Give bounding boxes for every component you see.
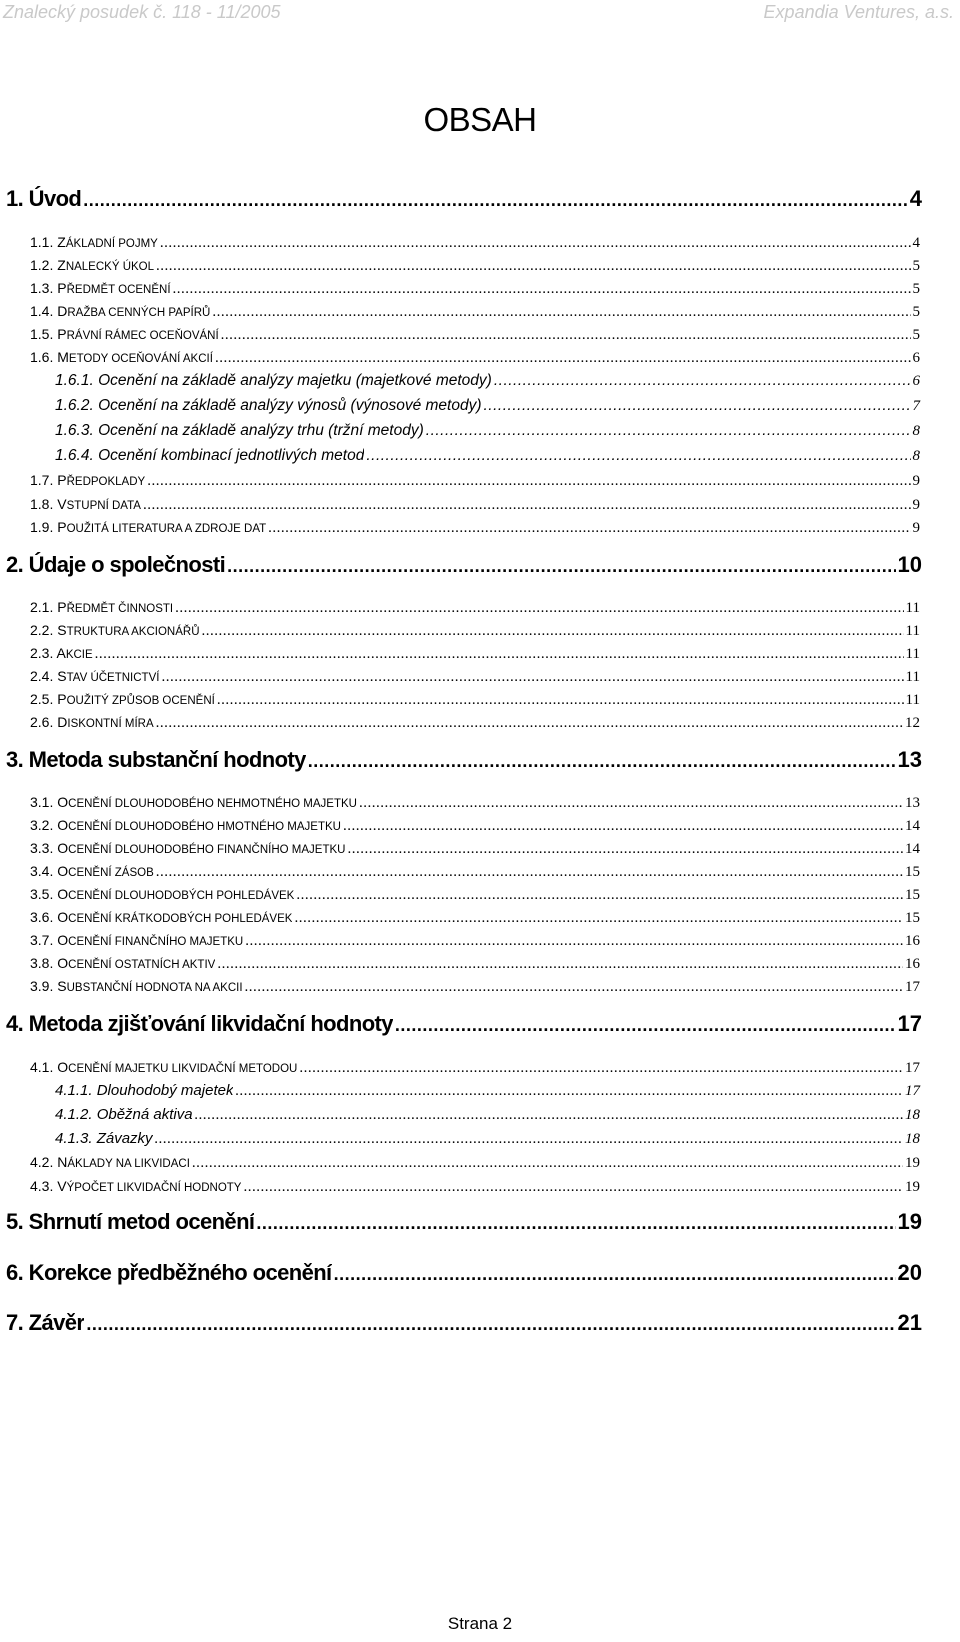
- toc-number: 2.2.: [30, 622, 54, 638]
- toc-heading: Metoda substanční hodnoty: [28, 747, 306, 772]
- toc-page-number: 11: [905, 669, 920, 685]
- toc-entry-1-3[interactable]: [30, 280, 920, 298]
- toc-page-number: 19: [897, 1209, 922, 1234]
- toc-number: 3.1.: [30, 794, 54, 810]
- toc-number: 3.3.: [30, 840, 54, 856]
- toc-number: 1.4.: [30, 303, 54, 319]
- leader-dots: [256, 1213, 895, 1234]
- toc-initial: P: [57, 519, 67, 535]
- toc-entry-2-1[interactable]: [30, 599, 920, 617]
- leader-dots: [343, 818, 903, 835]
- toc-heading: Korekce předběžného ocenění: [28, 1260, 332, 1285]
- toc-entry-2-5[interactable]: [30, 691, 920, 709]
- toc-page-number: 5: [912, 304, 920, 320]
- toc-heading: NALECKÝ ÚKOL: [65, 261, 155, 273]
- toc-initial: O: [57, 1059, 69, 1075]
- toc-entry-5[interactable]: [6, 1209, 922, 1235]
- toc-page-number: 15: [905, 910, 920, 926]
- toc-heading: ETODY OCEŇOVÁNÍ AKCIÍ: [68, 353, 213, 365]
- toc-heading: CENĚNÍ KRÁTKODOBÝCH POHLEDÁVEK: [68, 913, 293, 925]
- toc-heading: ŘEDMĚT ČINNOSTI: [66, 603, 174, 615]
- toc-number: 4.: [6, 1011, 24, 1036]
- toc-page-number: 17: [905, 979, 920, 995]
- toc-initial: P: [57, 326, 67, 342]
- toc-heading: CENĚNÍ DLOUHODOBÝCH POHLEDÁVEK: [68, 890, 295, 902]
- toc-initial: D: [57, 714, 68, 730]
- header-document-title: Znalecký posudek č. 118 - 11/2005: [3, 2, 281, 22]
- toc-page-number: 14: [905, 818, 920, 834]
- toc-heading: ÁKLADNÍ POJMY: [65, 238, 158, 250]
- toc-page-number: 6: [912, 373, 920, 389]
- leader-dots: [294, 910, 903, 927]
- toc-initial: P: [57, 691, 67, 707]
- toc-page-number: 18: [905, 1131, 920, 1147]
- toc-entry-4-1-3[interactable]: [55, 1130, 920, 1148]
- toc-entry-7[interactable]: [6, 1310, 922, 1336]
- toc-entry-4[interactable]: [6, 1011, 922, 1037]
- leader-dots: [245, 979, 903, 996]
- leader-dots: [95, 646, 904, 663]
- toc-number: 1.1.: [30, 234, 54, 250]
- toc-heading: CENĚNÍ FINANČNÍHO MAJETKU: [68, 936, 244, 948]
- toc-number: 4.3.: [30, 1178, 54, 1194]
- leader-dots: [235, 1083, 903, 1100]
- toc-number: 1.6.1.: [55, 372, 94, 389]
- toc-number: 2.1.: [30, 599, 54, 615]
- toc-initial: V: [57, 496, 67, 512]
- toc-page-number: 20: [897, 1260, 922, 1285]
- page-title: OBSAH: [423, 101, 537, 138]
- toc-entry-1-6-1[interactable]: [55, 372, 920, 390]
- leader-dots: [299, 1060, 903, 1077]
- toc-page-number: 6: [912, 350, 920, 366]
- toc-number: 4.1.2.: [55, 1106, 93, 1123]
- toc-entry-3-5[interactable]: [30, 886, 920, 904]
- page-footer: Strana 2: [447, 1614, 513, 1633]
- leader-dots: [147, 473, 910, 490]
- leader-dots: [173, 281, 911, 298]
- leader-dots: [217, 956, 903, 973]
- leader-dots: [494, 372, 911, 390]
- toc-heading: ŘEDMĚT OCENĚNÍ: [66, 284, 171, 296]
- toc-number: 6.: [6, 1260, 24, 1285]
- leader-dots: [156, 258, 910, 275]
- toc-page-number: 14: [905, 841, 920, 857]
- header-company-name: Expandia Ventures, a.s.: [763, 2, 954, 22]
- toc-entry-4-3[interactable]: [30, 1178, 920, 1196]
- toc-number: 2.3.: [30, 645, 54, 661]
- leader-dots: [268, 520, 910, 537]
- toc-page-number: 17: [905, 1060, 920, 1076]
- toc-entry-1-2[interactable]: [30, 257, 920, 275]
- toc-initial: O: [57, 840, 69, 856]
- toc-page-number: 17: [905, 1083, 920, 1099]
- toc-page-number: 7: [912, 398, 920, 414]
- toc-heading: UBSTANČNÍ HODNOTA NA AKCII: [66, 982, 243, 994]
- toc-number: 7.: [6, 1310, 24, 1335]
- toc-heading: Ocenění na základě analýzy výnosů (výnosové metody): [98, 397, 482, 414]
- toc-initial: O: [57, 886, 69, 902]
- toc-initial: O: [57, 794, 69, 810]
- toc-initial: P: [57, 472, 67, 488]
- leader-dots: [202, 623, 904, 640]
- toc-heading: RÁVNÍ RÁMEC OCEŇOVÁNÍ: [66, 330, 219, 342]
- toc-initial: O: [57, 955, 69, 971]
- toc-page-number: 15: [905, 887, 920, 903]
- leader-dots: [175, 600, 903, 617]
- leader-dots: [366, 447, 910, 465]
- toc-heading: Závazky: [96, 1130, 153, 1147]
- toc-initial: N: [57, 1154, 68, 1170]
- leader-dots: [156, 715, 903, 732]
- toc-heading: STUPNÍ DATA: [66, 500, 141, 512]
- toc-initial: V: [57, 1178, 67, 1194]
- toc-number: 4.2.: [30, 1154, 54, 1170]
- toc-number: 3.2.: [30, 817, 54, 833]
- toc-entry-3[interactable]: [6, 747, 922, 773]
- toc-page-number: 5: [912, 327, 920, 343]
- toc-entry-1-7[interactable]: [30, 472, 920, 490]
- toc-number: 2.6.: [30, 714, 54, 730]
- toc-heading: Oběžná aktiva: [96, 1106, 193, 1123]
- toc-page-number: 19: [905, 1155, 920, 1171]
- leader-dots: [192, 1155, 903, 1172]
- toc-number: 4.1.3.: [55, 1130, 93, 1147]
- toc-entry-4-1-1[interactable]: [55, 1082, 920, 1100]
- leader-dots: [195, 1107, 903, 1124]
- toc-initial: O: [57, 817, 69, 833]
- toc-page-number: 9: [912, 520, 920, 536]
- toc-heading: OUŽITÁ LITERATURA A ZDROJE DAT: [66, 523, 267, 535]
- toc-heading: ÁKLADY NA LIKVIDACI: [67, 1158, 190, 1170]
- toc-number: 1.5.: [30, 326, 54, 342]
- toc-heading: TAV ÚČETNICTVÍ: [66, 672, 160, 684]
- toc-initial: O: [57, 932, 69, 948]
- toc-page-number: 11: [905, 646, 920, 662]
- toc-page-number: 18: [905, 1107, 920, 1123]
- toc-entry-2[interactable]: [6, 552, 922, 578]
- toc-entry-2-2[interactable]: [30, 622, 920, 640]
- toc-page-number: 8: [912, 423, 920, 439]
- toc-page-number: 16: [905, 933, 920, 949]
- leader-dots: [334, 1264, 896, 1285]
- toc-entry-6[interactable]: [6, 1260, 922, 1286]
- toc-heading: ŘEDPOKLADY: [66, 476, 146, 488]
- leader-dots: [227, 556, 895, 577]
- leader-dots: [245, 933, 903, 950]
- leader-dots: [217, 692, 904, 709]
- toc-entry-1-6-3[interactable]: [55, 422, 920, 440]
- toc-entry-2-3[interactable]: [30, 645, 920, 663]
- toc-page-number: 15: [905, 864, 920, 880]
- toc-initial: S: [57, 622, 67, 638]
- toc-initial: S: [57, 668, 67, 684]
- toc-number: 4.1.: [30, 1059, 54, 1075]
- toc-number: 1.2.: [30, 257, 54, 273]
- toc-entry-2-4[interactable]: [30, 668, 920, 686]
- toc-entry-3-9[interactable]: [30, 978, 920, 996]
- toc-initial: S: [57, 978, 67, 994]
- toc-number: 3.9.: [30, 978, 54, 994]
- toc-entry-3-7[interactable]: [30, 932, 920, 950]
- page-header: [3, 2, 954, 23]
- toc-page-number: 9: [912, 497, 920, 513]
- toc-number: 1.9.: [30, 519, 54, 535]
- leader-dots: [426, 422, 911, 440]
- toc-initial: O: [57, 863, 69, 879]
- toc-entry-3-2[interactable]: [30, 817, 920, 835]
- leader-dots: [215, 350, 911, 367]
- toc-entry-3-1[interactable]: [30, 794, 920, 812]
- toc-number: 1.6.2.: [55, 397, 94, 414]
- toc-number: 1.8.: [30, 496, 54, 512]
- toc-heading: Dlouhodobý majetek: [96, 1082, 234, 1099]
- toc-heading: Ocenění na základě analýzy trhu (tržní metody): [98, 422, 424, 439]
- toc-number: 1.7.: [30, 472, 54, 488]
- leader-dots: [161, 669, 903, 686]
- toc-page-number: 8: [912, 448, 920, 464]
- toc-page-number: 21: [897, 1310, 922, 1335]
- toc-page-number: 17: [897, 1011, 922, 1036]
- leader-dots: [83, 190, 907, 211]
- toc-initial: D: [57, 303, 68, 319]
- toc-page-number: 11: [905, 623, 920, 639]
- toc-heading: CENĚNÍ MAJETKU LIKVIDAČNÍ METODOU: [68, 1063, 298, 1075]
- toc-entry-4-2[interactable]: [30, 1154, 920, 1172]
- toc-heading: Metoda zjišťování likvidační hodnoty: [28, 1011, 393, 1036]
- toc-number: 1.3.: [30, 280, 54, 296]
- toc-page-number: 12: [905, 715, 920, 731]
- toc-page-number: 13: [897, 747, 922, 772]
- toc-heading: CENĚNÍ ZÁSOB: [68, 867, 154, 879]
- toc-number: 2.5.: [30, 691, 54, 707]
- leader-dots: [347, 841, 903, 858]
- toc-initial: P: [57, 280, 67, 296]
- toc-heading: CENĚNÍ DLOUHODOBÉHO NEHMOTNÉHO MAJETKU: [68, 798, 357, 810]
- leader-dots: [484, 397, 911, 415]
- toc-initial: Z: [57, 257, 66, 273]
- toc-initial: Z: [57, 234, 66, 250]
- toc-initial: O: [57, 909, 69, 925]
- toc-entry-3-6[interactable]: [30, 909, 920, 927]
- toc-number: 3.8.: [30, 955, 54, 971]
- toc-number: 3.5.: [30, 886, 54, 902]
- toc-entry-1-6-2[interactable]: [55, 397, 920, 415]
- toc-entry-1-8[interactable]: [30, 496, 920, 514]
- toc-entry-1-1[interactable]: [30, 234, 920, 252]
- toc-page-number: 16: [905, 956, 920, 972]
- toc-heading: RAŽBA CENNÝCH PAPÍRŮ: [67, 307, 211, 319]
- toc-initial: M: [57, 349, 69, 365]
- leader-dots: [221, 327, 911, 344]
- leader-dots: [155, 1131, 903, 1148]
- toc-heading: TRUKTURA AKCIONÁŘŮ: [66, 626, 200, 638]
- toc-entry-1-9[interactable]: [30, 519, 920, 537]
- leader-dots: [86, 1314, 895, 1335]
- toc-page-number: 13: [905, 795, 920, 811]
- toc-page-number: 11: [905, 692, 920, 708]
- toc-heading: Závěr: [28, 1310, 85, 1335]
- toc-entry-3-4[interactable]: [30, 863, 920, 881]
- toc-page-number: 11: [905, 600, 920, 616]
- toc-entry-1-6[interactable]: [30, 349, 920, 367]
- toc-initial: P: [57, 599, 67, 615]
- toc-number: 1.6.4.: [55, 447, 94, 464]
- toc-page-number: 5: [912, 281, 920, 297]
- toc-number: 2.4.: [30, 668, 54, 684]
- toc-number: 5.: [6, 1209, 24, 1234]
- toc-number: 3.4.: [30, 863, 54, 879]
- toc-heading: Ocenění na základě analýzy majetku (majetkové metody): [98, 372, 492, 389]
- toc-entry-3-3[interactable]: [30, 840, 920, 858]
- leader-dots: [308, 751, 896, 772]
- toc-entry-3-8[interactable]: [30, 955, 920, 973]
- toc-page-number: 9: [912, 473, 920, 489]
- leader-dots: [395, 1015, 896, 1036]
- toc-number: 1.6.3.: [55, 422, 94, 439]
- toc-heading: KCIE: [65, 649, 93, 661]
- toc-number: 3.6.: [30, 909, 54, 925]
- leader-dots: [143, 497, 911, 514]
- toc-entry-4-1-2[interactable]: [55, 1106, 920, 1124]
- toc-number: 1.: [6, 186, 24, 211]
- toc-entry-2-6[interactable]: [30, 714, 920, 732]
- leader-dots: [212, 304, 910, 321]
- toc-entry-4-1[interactable]: [30, 1059, 920, 1077]
- leader-dots: [243, 1179, 903, 1196]
- toc-entry-1-4[interactable]: [30, 303, 920, 321]
- toc-heading: CENĚNÍ DLOUHODOBÉHO FINANČNÍHO MAJETKU: [68, 844, 346, 856]
- toc-page-number: 19: [905, 1179, 920, 1195]
- toc-page-number: 4: [912, 235, 920, 251]
- leader-dots: [160, 235, 911, 252]
- toc-heading: Ocenění kombinací jednotlivých metod: [98, 447, 365, 464]
- toc-heading: Údaje o společnosti: [28, 552, 226, 577]
- toc-page-number: 5: [912, 258, 920, 274]
- toc-heading: ÝPOČET LIKVIDAČNÍ HODNOTY: [66, 1182, 242, 1194]
- toc-number: 1.6.: [30, 349, 54, 365]
- leader-dots: [359, 795, 903, 812]
- toc-page-number: 10: [897, 552, 922, 577]
- toc-number: 3.: [6, 747, 24, 772]
- toc-number: 2.: [6, 552, 24, 577]
- toc-entry-1-5[interactable]: [30, 326, 920, 344]
- toc-entry-1[interactable]: [6, 186, 922, 212]
- toc-page-number: 4: [909, 186, 922, 211]
- toc-number: 3.7.: [30, 932, 54, 948]
- toc-heading: ISKONTNÍ MÍRA: [67, 718, 154, 730]
- toc-entry-1-6-4[interactable]: [55, 447, 920, 465]
- toc-heading: CENĚNÍ OSTATNÍCH AKTIV: [68, 959, 216, 971]
- toc-heading: Shrnutí metod ocenění: [28, 1209, 255, 1234]
- toc-heading: CENĚNÍ DLOUHODOBÉHO HMOTNÉHO MAJETKU: [68, 821, 341, 833]
- leader-dots: [156, 864, 903, 881]
- toc-initial: A: [56, 645, 66, 661]
- toc-heading: Úvod: [28, 186, 82, 211]
- leader-dots: [296, 887, 903, 904]
- toc-heading: OUŽITÝ ZPŮSOB OCENĚNÍ: [66, 695, 215, 707]
- toc-number: 4.1.1.: [55, 1082, 93, 1099]
